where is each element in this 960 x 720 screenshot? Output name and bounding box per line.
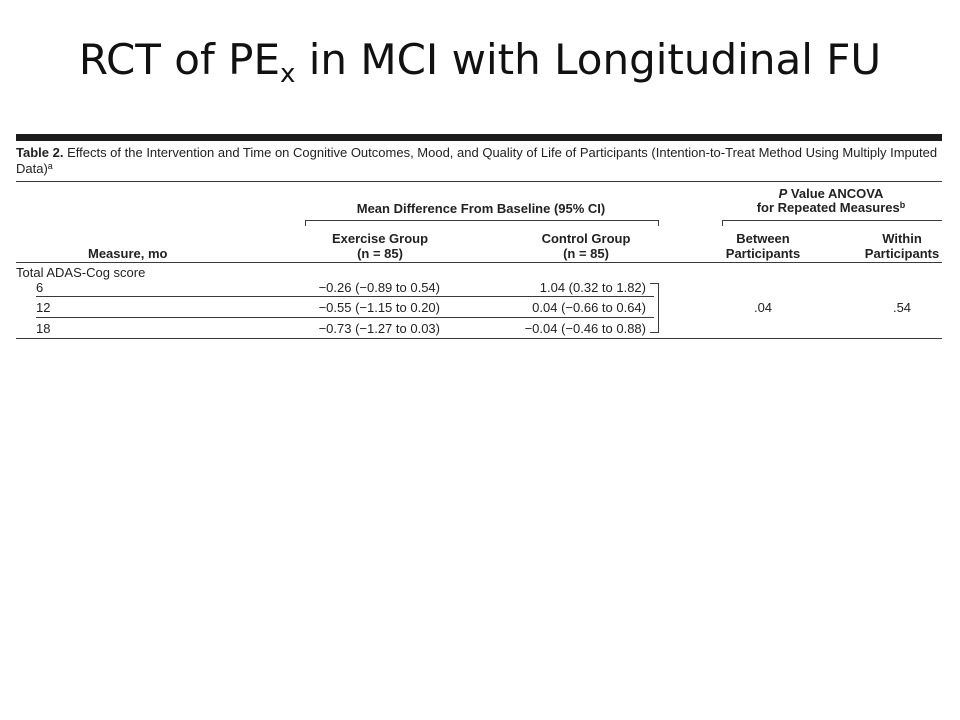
row-control-value: −0.04 (−0.46 to 0.88): [524, 321, 646, 336]
header-p-value: [720, 186, 942, 201]
row-control-value: 0.04 (−0.66 to 0.64): [532, 300, 646, 315]
caption-footnote-mark: a: [47, 161, 53, 171]
table-bottom-rule: [16, 338, 942, 339]
header-p-value-line2: for Repeated Measures$^b$: [756, 200, 906, 215]
header-within-line2: Participants: [864, 246, 940, 261]
p-within-value: .54: [892, 300, 912, 315]
section-label: Total ADAS-Cog score: [16, 265, 146, 280]
header-rule: [16, 262, 942, 263]
row-control-value: 1.04 (0.32 to 1.82): [539, 280, 646, 295]
p-value-bracket: [722, 220, 942, 221]
title-rest: in MCI with Longitudinal FU: [295, 35, 882, 84]
slide-title: [0, 30, 960, 90]
row-month: 6: [36, 280, 44, 295]
header-exercise-line1: Exercise Group: [331, 231, 429, 246]
header-between-line2: Participants: [725, 246, 801, 261]
header-control-line1: Control Group: [541, 231, 631, 246]
header-p-italic: P: [778, 186, 788, 201]
row-divider: [36, 296, 654, 297]
row-month: 12: [36, 300, 51, 315]
row-divider: [36, 317, 654, 318]
row-bracket: [658, 283, 659, 333]
row-exercise-value: −0.55 (−1.15 to 0.20): [318, 300, 440, 315]
row-exercise-value: −0.26 (−0.89 to 0.54): [318, 280, 440, 295]
mean-diff-bracket-right: [658, 220, 659, 226]
header-measure: Measure, mo: [88, 246, 168, 261]
header-mean-difference: Mean Difference From Baseline (95% CI): [356, 201, 606, 216]
header-exercise-line2: (n = 85): [357, 246, 403, 261]
row-bracket-bottom: [650, 332, 659, 333]
p-between-value: .04: [753, 300, 773, 315]
header-p-rest: Value ANCOVA: [787, 186, 884, 201]
row-month: 18: [36, 321, 51, 336]
p-value-bracket-left: [722, 220, 723, 226]
caption-label: Table 2.: [16, 145, 64, 160]
row-exercise-value: −0.73 (−1.27 to 0.03): [318, 321, 440, 336]
header-within-line1: Within: [882, 231, 922, 246]
mean-diff-bracket-left: [305, 220, 306, 226]
caption-text: Effects of the Intervention and Time on Cognitive Outcomes, Mood, and Quality of Life of Participants (Intention-to-Treat Method Using Multiply Imputed Data): [16, 145, 938, 176]
header-control-line2: (n = 85): [563, 246, 609, 261]
caption-rule: [16, 181, 942, 182]
table-top-rule: [16, 134, 942, 141]
title-main: RCT of PE: [78, 35, 280, 84]
table-caption: [16, 145, 942, 177]
header-between-line1: Between: [736, 231, 790, 246]
title-subscript: x: [279, 59, 296, 89]
header-p-footnote-mark: b: [899, 200, 906, 210]
mean-diff-bracket: [305, 220, 659, 221]
